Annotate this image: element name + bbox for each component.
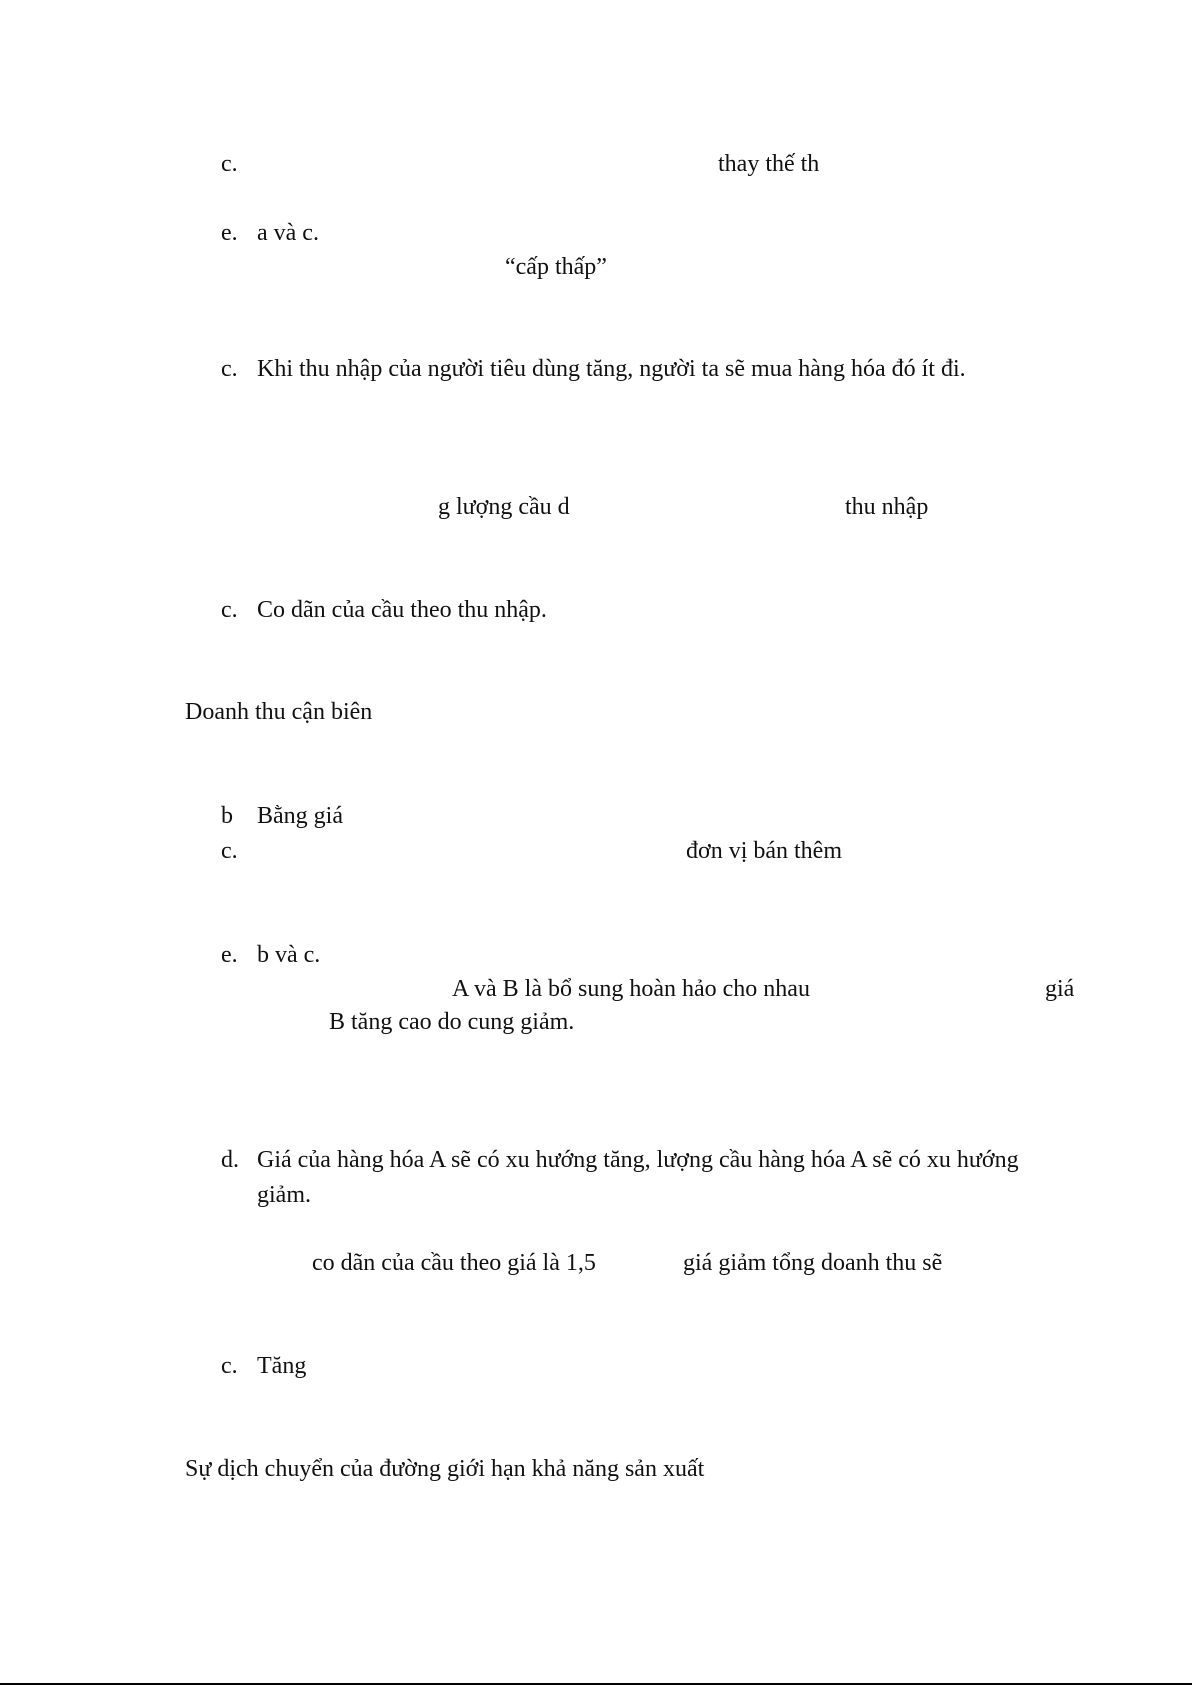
- option-text: Tăng: [257, 1353, 307, 1379]
- option-marker: e.: [221, 220, 238, 246]
- text-fragment: g lượng cầu d: [438, 494, 570, 520]
- question-fragment: Doanh thu cận biên: [185, 699, 373, 725]
- text-fragment: thay thế th: [718, 151, 820, 177]
- option-text: Co dãn của cầu theo thu nhập.: [257, 597, 547, 623]
- option-text: Bằng giá: [257, 803, 343, 829]
- option-marker: b: [221, 803, 233, 829]
- option-marker: c.: [221, 356, 238, 382]
- text-fragment: giá: [1045, 976, 1075, 1002]
- option-marker: d.: [221, 1147, 239, 1173]
- text-fragment: A và B là bổ sung hoàn hảo cho nhau: [452, 976, 810, 1002]
- option-text: a và c.: [257, 220, 319, 246]
- option-text: Giá của hàng hóa A sẽ có xu hướng tăng, lượng cầu hàng hóa A sẽ có xu hướng: [257, 1147, 1019, 1173]
- option-marker: c.: [221, 151, 238, 177]
- text-fragment: “cấp thấp”: [505, 254, 607, 280]
- option-marker: e.: [221, 942, 238, 968]
- text-fragment: co dãn của cầu theo giá là 1,5: [312, 1250, 596, 1276]
- text-fragment: thu nhập: [845, 494, 929, 520]
- text-fragment: B tăng cao do cung giảm.: [329, 1009, 575, 1035]
- option-marker: c.: [221, 597, 238, 623]
- option-text-continued: giảm.: [257, 1182, 311, 1208]
- option-marker: c.: [221, 1353, 238, 1379]
- option-marker: c.: [221, 838, 238, 864]
- text-fragment: giá giảm tổng doanh thu sẽ: [683, 1250, 943, 1276]
- option-text: b và c.: [257, 942, 321, 968]
- question-fragment: Sự dịch chuyển của đường giới hạn khả năng sản xuất: [185, 1456, 705, 1482]
- option-text: Khi thu nhập của người tiêu dùng tăng, người ta sẽ mua hàng hóa đó ít đi.: [257, 356, 966, 382]
- text-fragment: đơn vị bán thêm: [686, 838, 842, 864]
